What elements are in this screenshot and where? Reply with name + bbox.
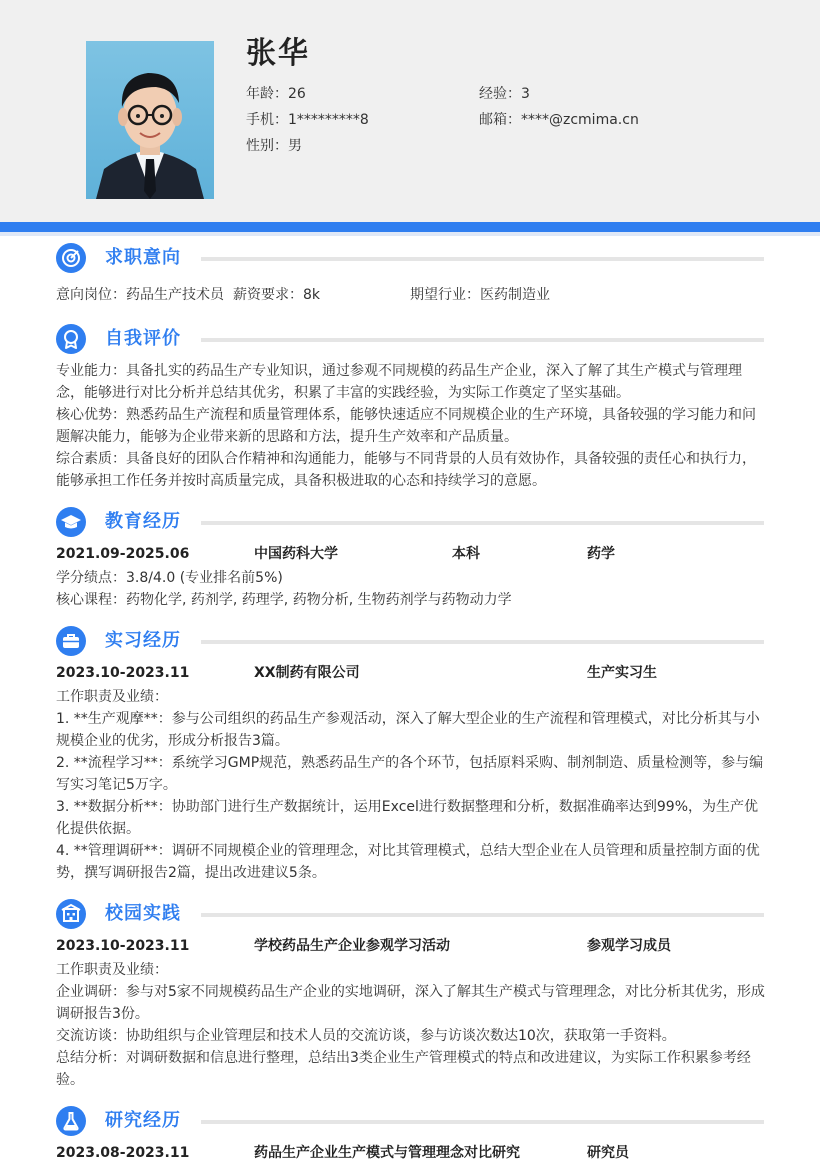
campus-org: 学校药品生产企业参观学习活动 <box>254 938 450 954</box>
campus-item: 企业调研：参与对5家不同规模药品生产企业的实地调研，深入了解其生产模式与管理理念，对比分析其优劣，形成调研报告3份。 <box>56 984 765 1022</box>
campus-details <box>56 959 766 1091</box>
building-icon <box>56 899 86 929</box>
profile-photo <box>86 41 214 199</box>
header-accent-bar <box>0 222 820 232</box>
intent-position: 意向岗位：药品生产技术员 <box>56 287 224 303</box>
section-divider <box>201 257 764 261</box>
phone-field <box>246 109 369 131</box>
section-title: 研究经历 <box>105 1110 181 1131</box>
research-date: 2023.08-2023.11 <box>56 1145 190 1161</box>
phone-label: 手机： <box>246 112 288 128</box>
candidate-name: 张华 <box>246 36 310 71</box>
section-campus-practice <box>56 899 764 929</box>
section-title: 实习经历 <box>105 630 181 651</box>
internship-role: 生产实习生 <box>587 665 657 681</box>
email-label: 邮箱： <box>479 112 521 128</box>
internship-item: 3. **数据分析**：协助部门进行生产数据统计，运用Excel进行数据整理和分析，数据准确率达到99%，为生产优化提供依据。 <box>56 799 759 837</box>
age-field <box>246 83 306 105</box>
internship-details <box>56 686 766 884</box>
section-title: 自我评价 <box>105 328 181 349</box>
education-degree: 本科 <box>452 546 480 562</box>
section-title: 求职意向 <box>105 247 181 268</box>
header-sub-bar <box>0 232 820 236</box>
resume-header <box>0 0 820 222</box>
section-research <box>56 1106 764 1136</box>
section-divider <box>201 338 764 342</box>
research-role: 研究员 <box>587 1145 629 1161</box>
section-education <box>56 507 764 537</box>
section-divider <box>201 521 764 525</box>
education-date: 2021.09-2025.06 <box>56 546 190 562</box>
gender-value: 男 <box>288 138 302 154</box>
briefcase-icon <box>56 626 86 656</box>
section-divider <box>201 913 764 917</box>
section-divider <box>201 1120 764 1124</box>
gender-label: 性别： <box>246 138 288 154</box>
research-row <box>56 1142 766 1164</box>
section-title: 校园实践 <box>105 903 181 924</box>
education-school: 中国药科大学 <box>254 546 338 562</box>
flask-icon <box>56 1106 86 1136</box>
phone-value: 1*********8 <box>288 112 369 128</box>
campus-role: 参观学习成员 <box>587 938 671 954</box>
campus-row <box>56 935 766 957</box>
intent-salary: 薪资要求：8k <box>233 287 321 303</box>
intent-industry: 期望行业：医药制造业 <box>410 287 550 303</box>
section-internship <box>56 626 764 656</box>
target-icon <box>56 243 86 273</box>
internship-item: 1. **生产观摩**：参与公司组织的药品生产参观活动，深入了解大型企业的生产流程和管理模式，对比分析其与小规模企业的优劣，形成分析报告3篇。 <box>56 711 760 749</box>
age-value: 26 <box>288 86 306 102</box>
email-field <box>479 109 639 131</box>
section-divider <box>201 640 764 644</box>
experience-field <box>479 83 530 105</box>
internship-company: XX制药有限公司 <box>254 665 360 681</box>
section-title: 教育经历 <box>105 511 181 532</box>
internship-row <box>56 662 766 684</box>
campus-date: 2023.10-2023.11 <box>56 938 190 954</box>
internship-item: 2. **流程学习**：系统学习GMP规范，熟悉药品生产的各个环节，包括原料采购、制剂制造、质量检测等，参与编写实习笔记5万字。 <box>56 755 764 793</box>
education-details <box>56 567 766 611</box>
graduation-cap-icon <box>56 507 86 537</box>
internship-item: 4. **管理调研**：调研不同规模企业的管理理念，对比其管理模式，总结大型企业在人员管理和质量控制方面的优势，撰写调研报告2篇，提出改进建议5条。 <box>56 843 760 881</box>
email-value: ****@zcmima.cn <box>521 112 639 128</box>
section-self-evaluation <box>56 324 764 354</box>
campus-intro: 工作职责及业绩： <box>56 962 168 978</box>
age-label: 年龄： <box>246 86 288 102</box>
experience-value: 3 <box>521 86 530 102</box>
self-paragraph: 综合素质：具备良好的团队合作精神和沟通能力，能够与不同背景的人员有效协作，具备较强的责任心和执行力，能够承担工作任务并按时高质量完成，具备积极进取的心态和持续学习的意愿。 <box>56 451 756 489</box>
self-evaluation-body <box>56 360 766 492</box>
internship-date: 2023.10-2023.11 <box>56 665 190 681</box>
campus-item: 交流访谈：协助组织与企业管理层和技术人员的交流访谈，参与访谈次数达10次，获取第一手资料。 <box>56 1028 676 1044</box>
internship-intro: 工作职责及业绩： <box>56 689 168 705</box>
self-paragraph: 专业能力：具备扎实的药品生产专业知识，通过参观不同规模的药品生产企业，深入了解了其生产模式与管理理念，能够进行对比分析并总结其优劣，积累了丰富的实践经验，为实际工作奠定了坚实基础。 <box>56 363 742 401</box>
badge-icon <box>56 324 86 354</box>
experience-label: 经验： <box>479 86 521 102</box>
education-courses: 核心课程：药物化学, 药剂学, 药理学, 药物分析, 生物药剂学与药物动力学 <box>56 592 512 608</box>
gender-field <box>246 135 302 157</box>
education-gpa: 学分绩点：3.8/4.0 (专业排名前5%) <box>56 570 283 586</box>
education-major: 药学 <box>587 546 615 562</box>
self-paragraph: 核心优势：熟悉药品生产流程和质量管理体系，能够快速适应不同规模企业的生产环境，具备较强的学习能力和问题解决能力，能够为企业带来新的思路和方法，提升生产效率和产品质量。 <box>56 407 756 445</box>
education-row <box>56 543 766 565</box>
research-project: 药品生产企业生产模式与管理理念对比研究 <box>254 1145 520 1161</box>
campus-item: 总结分析：对调研数据和信息进行整理，总结出3类企业生产管理模式的特点和改进建议，为实际工作积累参考经验。 <box>56 1050 751 1088</box>
section-job-intent <box>56 243 764 273</box>
